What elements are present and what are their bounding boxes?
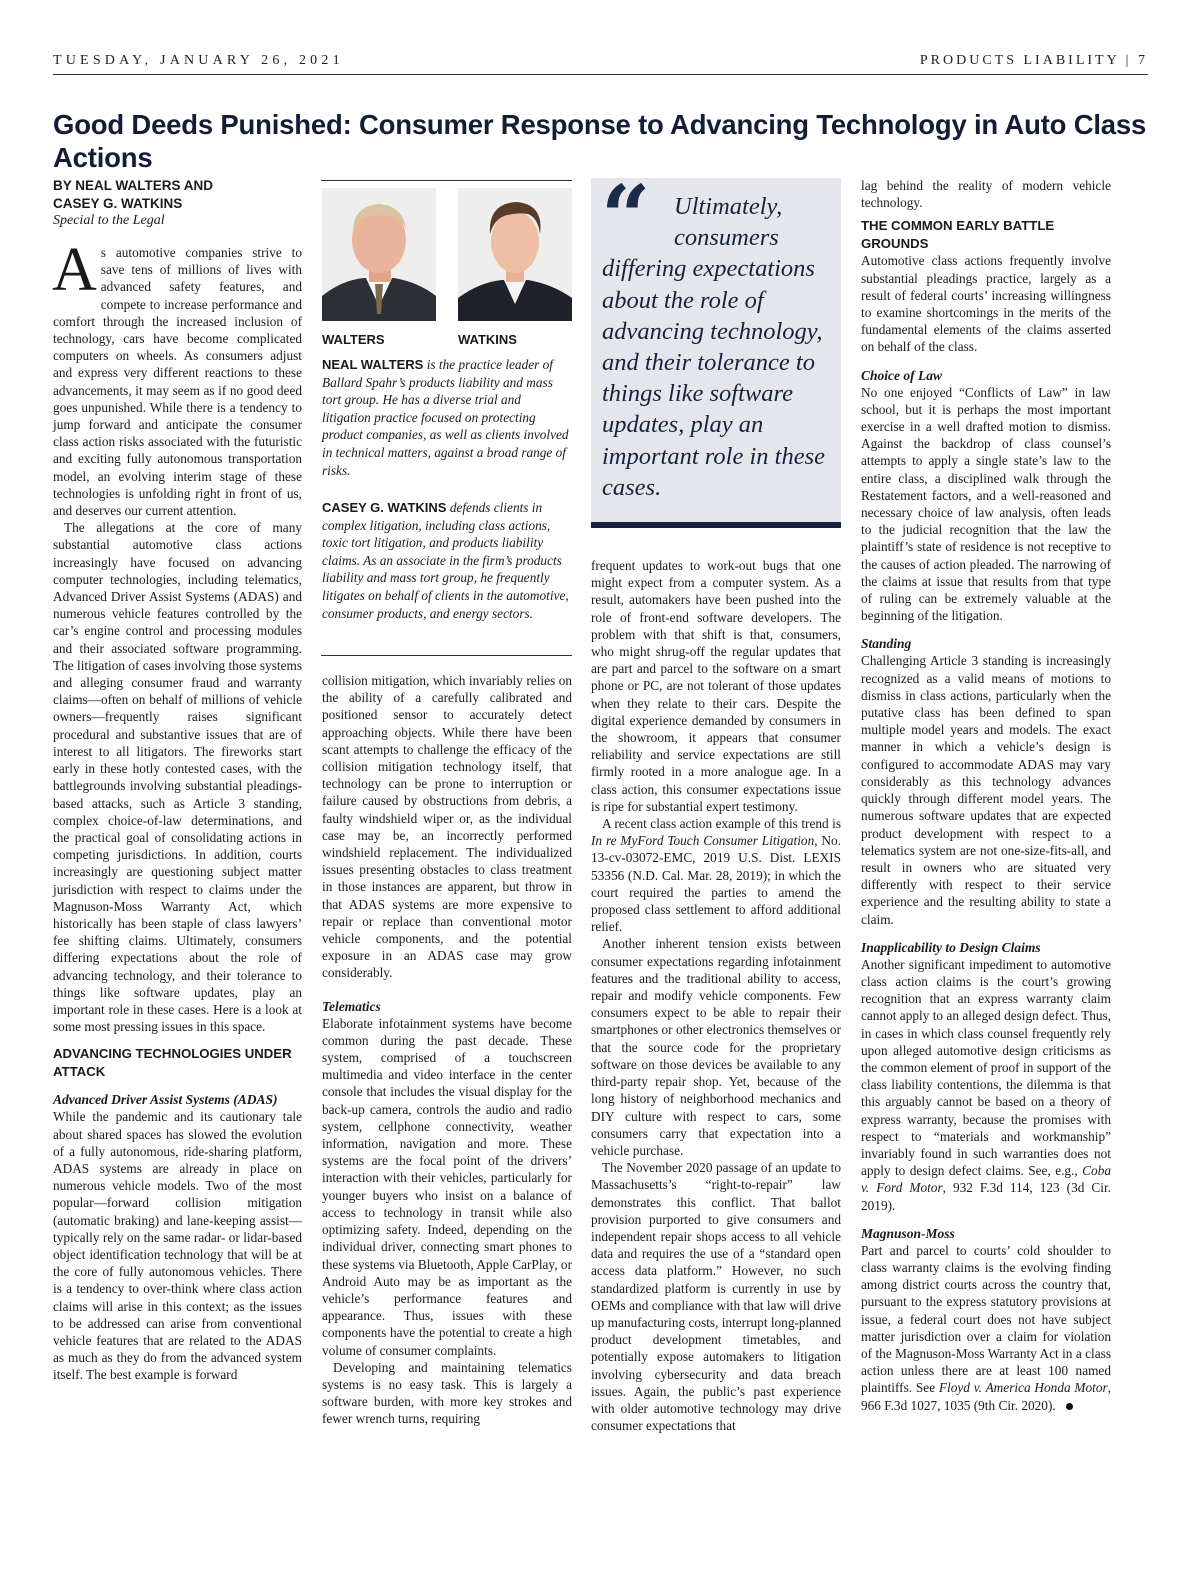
section-heading: ADVANCING TECHNOLOGIES UNDER ATTACK — [53, 1046, 292, 1079]
article-column-1 — [53, 177, 302, 1384]
paragraph-text: , No. 13-cv-03072-EMC, 2019 U.S. Dist. LEXIS 53356 (N.D. Cal. Mar. 28, 2019); in which the court required the parties to amend the proposed class settlement to afford additional relief. — [591, 833, 841, 935]
author-bio-watkins — [322, 499, 572, 622]
paragraph-text: , 932 F.3d 114, 123 (3d Cir. 2019). — [861, 1180, 1111, 1213]
paragraph: The November 2020 passage of an update to Massachusetts’s “right-to-repair” law demonstrates this conflict. That ballot provision purported to give consumers and independent repair shops access to all vehicle data and requires the use of a “standard open access data platform.” However, no such standardized platform is currently in use by OEMs and compliance with that law will drive up manufacturing costs, interrupt long-planned product development timetables, and potentially expose automakers to litigation involving cybersecurity and data breach issues. Again, the public’s past experience with older automotive technology may drive consumer expectations that — [591, 1160, 841, 1434]
paragraph: Challenging Article 3 standing is increasingly recognized as a valid means of motions to dismiss in class actions, particularly when the putative class has been defined to span multiple model years and models. The exact manner in which a vehicle’s design is configured to accommodate ADAS may vary considerably as this technology advances quickly through different model years. The numerous software updates that are expected product development with respect to a telematics system are not one-size-fits-all, and result in owners who are situated very differently with respect to their service experience and the resulting ability to state a claim. — [861, 653, 1111, 927]
bio-text: is the practice leader of Ballard Spahr’s products liability and mass tort group. He has a diverse trial and litigation practice focused on protecting product companies, as well as clients involved in technical matters, against a broad range of risks. — [322, 357, 569, 478]
paragraph: lag behind the reality of modern vehicle technology. — [861, 178, 1111, 211]
bio-name: CASEY G. WATKINS — [322, 500, 447, 515]
quote-mark-icon: “ — [601, 167, 651, 268]
bio-divider — [321, 655, 572, 656]
author-bio-walters — [322, 356, 572, 479]
pull-quote-text — [602, 191, 832, 503]
photo-caption-walters: WALTERS — [322, 332, 385, 347]
article-column-3 — [591, 557, 841, 1434]
byline — [53, 177, 302, 212]
header-divider — [53, 74, 1148, 75]
paragraph-text: , 966 F.3d 1027, 1035 (9th Cir. 2020). — [861, 1380, 1112, 1413]
paragraph: frequent updates to work-out bugs that one might expect from a computer system. As a result, automakers have been pushed into the role of front-end software developers. The problem with that shift is that, consumers, who might shrug-off the regular updates that are part and parcel to the software on a smart phone or PC, are not tolerant of those updates when they relate to their cars. Despite the digital experience demanded by consumers in the showroom, it appears that consumer reliability and service expectations are still firmly rooted in a more analogue age. In a class action, this consumer expectations issue is ripe for substantial expert testimony. — [591, 558, 841, 814]
intro-paragraph — [52, 236, 302, 519]
byline-line-1: BY NEAL WALTERS AND — [53, 178, 214, 193]
bio-text: defends clients in complex litigation, including class actions, toxic tort litigation, and products liability claims. As an associate in the firm’s products liability and mass tort group, he frequently litigates on behalf of clients in the automotive, consumer products, and energy sectors. — [322, 500, 569, 621]
paragraph — [591, 815, 841, 935]
subsection-heading: Telematics — [322, 998, 381, 1014]
photo-caption-watkins: WATKINS — [458, 332, 517, 347]
section-page-label: PRODUCTS LIABILITY | 7 — [919, 53, 1148, 68]
subsection-heading: Magnuson-Moss — [861, 1225, 955, 1241]
watkins-headshot — [458, 188, 572, 321]
subsection-heading: Choice of Law — [861, 367, 942, 383]
case-citation: In re MyFord Touch Consumer Litigation — [591, 833, 815, 849]
paragraph: The allegations at the core of many substantial automotive class actions increasingly have focused on advancing computer technologies, including telematics, Advanced Driver Assist Systems (ADAS) and numerous vehicle features controlled by the car’s engine control and processing modules and their associated software programming. The litigation of cases involving those systems and alleging consumer fraud and warranty claims—often on behalf of millions of vehicle owners—frequently raises significant procedural and substantive issues that are of interest to all litigators. The fireworks start early in these hotly contested cases, with the battlegrounds involving substantial pleadings-based attacks, such as Article 3 standing, complex choice-of-law determinations, and the practical goal of consolidating actions in competing jurisdictions. In addition, courts increasingly are questioning subject matter jurisdiction with respect to claims under the Magnuson-Moss Warranty Act, which historically has been staple of class lawyers’ fee shifting claims. Ultimately, consumers differing expectations about the role of advancing technology, and their tolerance to things like software updates, play an important role in these cases. Here is a look at some most pressing issues in this space. — [53, 520, 302, 1035]
subsection-heading: Standing — [861, 636, 912, 652]
paragraph-text: A recent class action example of this trend is — [602, 816, 841, 832]
case-citation: Floyd v. America Honda Motor — [938, 1380, 1108, 1396]
paragraph: Another inherent tension exists between consumer expectations regarding infotainment features and the traditional ability to access, repair and modify vehicle components. Few consumers expect to be able to repair their smartphones or other electronics themselves or that the source code for the proprietary software on those devices be available to any third-party repair shop. Yet, because of the long history of neighborhood mechanics and DIY culture with respect to cars, some consumers carry that expectation into a vehicle purchase. — [591, 936, 841, 1158]
case-citation: Coba v. Ford Motor — [861, 1163, 1111, 1196]
paragraph: While the pandemic and its cautionary tale about shared spaces has slowed the evolution of a fully autonomous, ride-sharing platform, ADAS systems are already in place on numerous vehicle models. Two of the most popular—forward collision mitigation (automatic braking) and lane-keeping assist—typically rely on the same radar- or lidar-based object identification technology that will be at the core of fully autonomous vehicles. There is a tendency to over-think where class action claims will arise in this context; as the issues to be addressed can arise from conventional vehicle features that are related to the ADAS as much as they do from the advanced system itself. The best example is forward — [53, 1109, 302, 1383]
article-headline: Good Deeds Punished: Consumer Response to Advancing Technology in Auto Class Actions — [53, 109, 1147, 173]
paragraph-text: Part and parcel to courts’ cold shoulder to class warranty claims is the evolving finding among district courts across the country that, pursuant to the express statutory provisions at issue, a federal court does not have subject matter jurisdiction over a claim for violation of the Magnuson-Moss Warranty Act in a class action unless there are at least 100 named plaintiffs. See — [861, 1242, 1111, 1396]
byline-credit: Special to the Legal — [53, 213, 165, 228]
pull-quote-rest: differing expectations about the role of advancing technology, and their tolerance to things like software updates, play an important role in these cases. — [602, 255, 825, 501]
intro-text: s automotive companies strive to save tens of millions of lives with advanced safety features, and compete to increase performance and comfort through the increased inclusion of technology, cars have become complicated computers on wheels. As consumers adjust and express very different reactions to these advancements, it may seem as if no good deed goes unpunished. While there is a tendency to jump forward and anticipate the consumer class action risks associated with the futuristic and exciting fully autonomous transportation model, an evolving interim stage of these technologies is unfolding right in front of us, and deserves our current attention. — [53, 245, 302, 519]
paragraph — [861, 956, 1111, 1214]
pull-quote-underline — [591, 522, 841, 528]
paragraph: collision mitigation, which invariably relies on the ability of a carefully calibrated and positioned sensor to accurately detect approaching objects. While there have been scant attempts to challenge the efficacy of the collision mitigation technology itself, that technology can be prone to interruption or failure caused by obstructions from debris, a faulty windshield wiper or, as the individual case may be, an incorrectly performed windshield replacement. The individualized issues presenting obstacles to class treatment in those instances are apparent, but throw in that ADAS systems are more expensive to repair or replace than conventional motor vehicle components, and the potential exposure in an ADAS case may grow considerably. — [322, 673, 572, 981]
subsection-heading: Advanced Driver Assist Systems (ADAS) — [53, 1092, 278, 1108]
article-column-4 — [861, 177, 1111, 1414]
paragraph: Developing and maintaining telematics systems is no easy task. This is largely a software burden, with more key strokes and fewer wrench turns, requiring — [322, 1359, 572, 1427]
drop-cap: A — [52, 236, 97, 304]
byline-line-2: CASEY G. WATKINS — [53, 195, 183, 211]
photo-divider — [321, 180, 572, 181]
article-column-2 — [322, 672, 572, 1428]
walters-headshot — [322, 188, 436, 321]
section-heading: THE COMMON EARLY BATTLE GROUNDS — [861, 218, 1055, 251]
paragraph — [861, 1242, 1111, 1414]
end-of-article-icon — [1066, 1403, 1073, 1410]
subsection-heading: Inapplicability to Design Claims — [861, 939, 1041, 955]
paragraph: No one enjoyed “Conflicts of Law” in law school, but it is perhaps the most important exercise in a well drafted motion to dismiss. Against the backdrop of class counsel’s attempts to apply a single state’s law to the entire class, a disciplined walk through the Restatement factors, and a well-reasoned and necessary choice of law analysis, often leads to the judicial recognition that the law the plaintiff’s state of residence is not receptive to the causes of action pleaded. The narrowing of the claims at issue that results from that type of ruling can be extremely valuable at the beginning of the litigation. — [861, 384, 1111, 624]
bio-name: NEAL WALTERS — [322, 357, 424, 372]
pull-quote-first: Ultimately, consumers — [674, 193, 783, 252]
paragraph: Elaborate infotainment systems have become common during the past decade. These system, comprised of a touchscreen multimedia and video interface in the center console that includes the visual display for the back-up camera, controls the audio and radio system, cellphone connectivity, weather information, navigation and more. These systems are the focal point of the drivers’ interaction with their vehicles, particularly for younger buyers who insist on a balance of access to technology in transit while also optimizing safety. Indeed, depending on the individual driver, connecting smart phones to these systems via Bluetooth, Apple CarPlay, or Android Auto may be as important as the vehicle’s performance features and appearance. Thus, issues with these components have the potential to create a high volume of consumer complaints. — [322, 1015, 572, 1358]
paragraph-text: Another significant impediment to automotive class action claims is the court’s growing recognition that an express warranty claim cannot apply to an alleged design defect. Thus, in cases in which class counsel frequently rely upon alleged automotive design criticisms as the common element of proof in support of the class liability contentions, the dilemma is that this arguably cannot be based on a theory of express warranty, because the promises with respect to “materials and workmanship” invariably found in such warranties does not apply to design defect claims. See, e.g., — [861, 956, 1111, 1179]
issue-date: TUESDAY, JANUARY 26, 2021 — [53, 53, 344, 68]
paragraph: Automotive class actions frequently involve substantial pleadings practice, largely as a result of federal courts’ increasing willingness to examine shortcomings in the merits of the fundamental elements of the claims asserted on behalf of the class. — [861, 253, 1111, 355]
